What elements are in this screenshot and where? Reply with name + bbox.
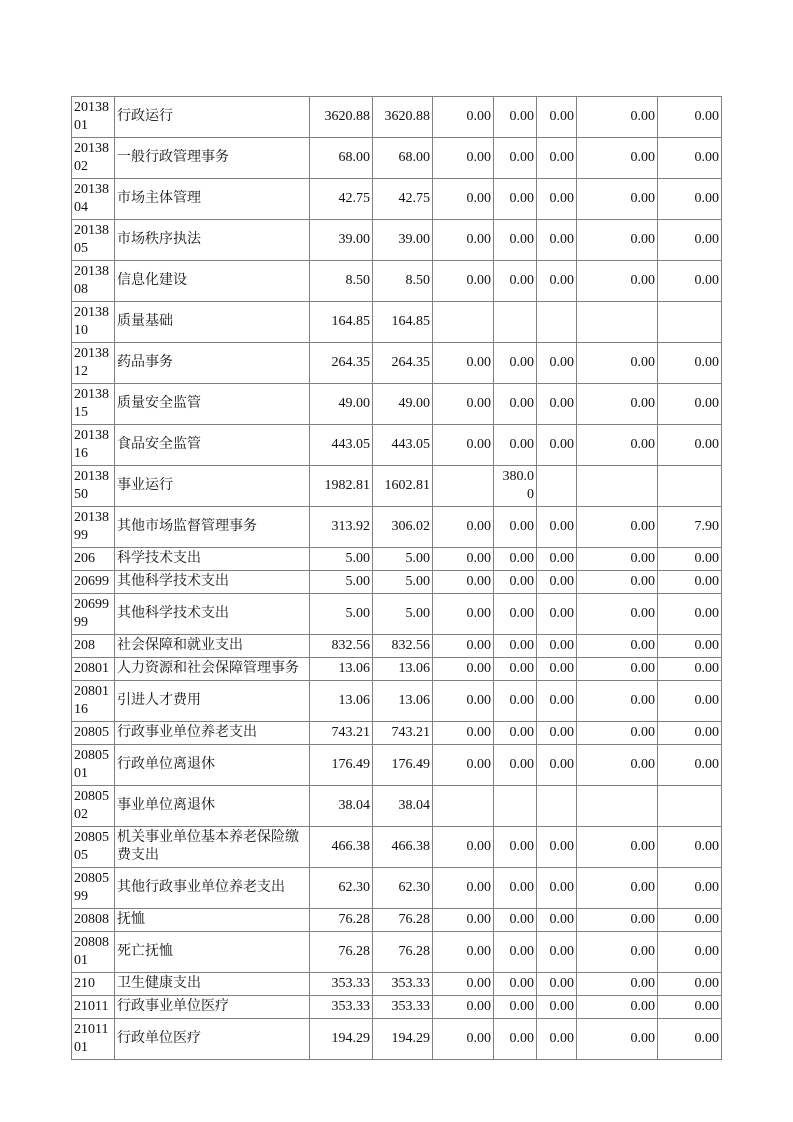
budget-value-cell: 3620.88 <box>373 97 433 138</box>
budget-item-name-cell: 药品事务 <box>115 343 310 384</box>
budget-value-cell: 832.56 <box>373 635 433 658</box>
budget-value-cell: 466.38 <box>310 827 373 868</box>
budget-value-cell: 0.00 <box>577 594 658 635</box>
budget-value-cell: 0.00 <box>577 425 658 466</box>
budget-item-name-cell: 科学技术支出 <box>115 548 310 571</box>
budget-value-cell: 0.00 <box>577 261 658 302</box>
budget-value-cell: 0.00 <box>537 97 577 138</box>
budget-value-cell: 8.50 <box>373 261 433 302</box>
budget-item-name-cell: 市场主体管理 <box>115 179 310 220</box>
budget-value-cell: 0.00 <box>433 571 494 594</box>
budget-value-cell: 0.00 <box>658 658 722 681</box>
budget-value-cell: 0.00 <box>577 827 658 868</box>
budget-value-cell: 0.00 <box>494 594 537 635</box>
budget-value-cell: 0.00 <box>494 220 537 261</box>
budget-code-cell: 2080502 <box>72 786 115 827</box>
budget-value-cell: 164.85 <box>310 302 373 343</box>
budget-value-cell: 0.00 <box>433 996 494 1019</box>
budget-code-cell: 2080801 <box>72 932 115 973</box>
budget-item-name-cell: 机关事业单位基本养老保险缴费支出 <box>115 827 310 868</box>
budget-value-cell: 0.00 <box>433 745 494 786</box>
table-row <box>72 722 722 745</box>
budget-code-cell: 2013801 <box>72 97 115 138</box>
budget-code-cell: 2013805 <box>72 220 115 261</box>
budget-value-cell: 0.00 <box>658 722 722 745</box>
budget-value-cell <box>433 466 494 507</box>
budget-value-cell: 0.00 <box>577 97 658 138</box>
budget-value-cell <box>433 786 494 827</box>
budget-value-cell: 0.00 <box>658 909 722 932</box>
budget-value-cell: 0.00 <box>537 635 577 658</box>
budget-value-cell <box>537 302 577 343</box>
budget-value-cell: 176.49 <box>310 745 373 786</box>
budget-value-cell: 0.00 <box>537 261 577 302</box>
budget-value-cell: 0.00 <box>537 1019 577 1060</box>
table-row <box>72 302 722 343</box>
budget-value-cell: 5.00 <box>310 548 373 571</box>
budget-value-cell: 306.02 <box>373 507 433 548</box>
budget-value-cell: 0.00 <box>577 681 658 722</box>
budget-value-cell: 353.33 <box>310 996 373 1019</box>
budget-value-cell: 264.35 <box>373 343 433 384</box>
budget-item-name-cell: 行政事业单位养老支出 <box>115 722 310 745</box>
budget-value-cell: 0.00 <box>577 868 658 909</box>
budget-code-cell: 2013810 <box>72 302 115 343</box>
table-row <box>72 571 722 594</box>
table-row <box>72 909 722 932</box>
budget-item-name-cell: 社会保障和就业支出 <box>115 635 310 658</box>
budget-code-cell: 21011 <box>72 996 115 1019</box>
budget-table <box>71 96 722 1060</box>
budget-value-cell: 0.00 <box>494 343 537 384</box>
budget-value-cell: 0.00 <box>577 507 658 548</box>
budget-value-cell: 466.38 <box>373 827 433 868</box>
budget-value-cell: 38.04 <box>373 786 433 827</box>
budget-item-name-cell: 行政单位离退休 <box>115 745 310 786</box>
budget-value-cell: 176.49 <box>373 745 433 786</box>
table-row <box>72 635 722 658</box>
budget-item-name-cell: 食品安全监管 <box>115 425 310 466</box>
table-row <box>72 868 722 909</box>
budget-value-cell: 0.00 <box>433 635 494 658</box>
budget-item-name-cell: 引进人才费用 <box>115 681 310 722</box>
budget-value-cell: 0.00 <box>494 722 537 745</box>
budget-code-cell: 2013804 <box>72 179 115 220</box>
budget-value-cell: 76.28 <box>310 932 373 973</box>
budget-value-cell: 0.00 <box>658 681 722 722</box>
table-row <box>72 681 722 722</box>
budget-item-name-cell: 事业单位离退休 <box>115 786 310 827</box>
budget-value-cell: 0.00 <box>494 996 537 1019</box>
budget-value-cell: 0.00 <box>494 973 537 996</box>
budget-value-cell: 0.00 <box>658 97 722 138</box>
budget-value-cell: 5.00 <box>373 594 433 635</box>
budget-code-cell: 2080599 <box>72 868 115 909</box>
budget-value-cell: 0.00 <box>537 425 577 466</box>
budget-value-cell: 0.00 <box>658 261 722 302</box>
budget-value-cell: 380.00 <box>494 466 537 507</box>
budget-value-cell: 743.21 <box>310 722 373 745</box>
budget-value-cell: 0.00 <box>494 571 537 594</box>
table-row <box>72 384 722 425</box>
budget-code-cell: 2013812 <box>72 343 115 384</box>
budget-value-cell: 0.00 <box>658 179 722 220</box>
budget-value-cell: 62.30 <box>310 868 373 909</box>
budget-value-cell: 0.00 <box>658 594 722 635</box>
budget-item-name-cell: 行政单位医疗 <box>115 1019 310 1060</box>
budget-value-cell: 0.00 <box>433 681 494 722</box>
budget-code-cell: 2013899 <box>72 507 115 548</box>
budget-value-cell: 0.00 <box>537 973 577 996</box>
table-row <box>72 466 722 507</box>
budget-value-cell: 1982.81 <box>310 466 373 507</box>
table-row <box>72 97 722 138</box>
budget-value-cell: 76.28 <box>310 909 373 932</box>
budget-item-name-cell: 事业运行 <box>115 466 310 507</box>
budget-value-cell: 0.00 <box>577 343 658 384</box>
budget-item-name-cell: 其他科学技术支出 <box>115 571 310 594</box>
budget-value-cell: 0.00 <box>433 722 494 745</box>
budget-code-cell: 2013816 <box>72 425 115 466</box>
budget-value-cell: 0.00 <box>537 681 577 722</box>
budget-value-cell: 0.00 <box>537 868 577 909</box>
table-row <box>72 594 722 635</box>
table-row <box>72 343 722 384</box>
budget-code-cell: 20801 <box>72 658 115 681</box>
budget-value-cell: 5.00 <box>373 571 433 594</box>
budget-value-cell: 164.85 <box>373 302 433 343</box>
budget-value-cell: 0.00 <box>433 507 494 548</box>
budget-value-cell: 0.00 <box>658 635 722 658</box>
budget-value-cell: 0.00 <box>433 138 494 179</box>
budget-item-name-cell: 质量安全监管 <box>115 384 310 425</box>
budget-value-cell <box>577 466 658 507</box>
budget-value-cell: 0.00 <box>494 261 537 302</box>
budget-value-cell: 0.00 <box>537 996 577 1019</box>
budget-code-cell: 2080501 <box>72 745 115 786</box>
budget-code-cell: 2013808 <box>72 261 115 302</box>
budget-value-cell: 0.00 <box>433 868 494 909</box>
budget-code-cell: 210 <box>72 973 115 996</box>
budget-value-cell: 0.00 <box>494 138 537 179</box>
budget-value-cell: 0.00 <box>658 827 722 868</box>
budget-value-cell <box>537 466 577 507</box>
budget-value-cell: 76.28 <box>373 932 433 973</box>
budget-value-cell: 0.00 <box>537 658 577 681</box>
budget-value-cell: 0.00 <box>494 425 537 466</box>
budget-value-cell: 353.33 <box>373 996 433 1019</box>
budget-value-cell: 0.00 <box>494 1019 537 1060</box>
budget-item-name-cell: 卫生健康支出 <box>115 973 310 996</box>
budget-value-cell: 0.00 <box>658 973 722 996</box>
budget-value-cell <box>658 302 722 343</box>
budget-value-cell: 0.00 <box>577 973 658 996</box>
budget-value-cell: 0.00 <box>433 594 494 635</box>
budget-value-cell: 5.00 <box>310 594 373 635</box>
budget-value-cell <box>658 786 722 827</box>
budget-item-name-cell: 其他科学技术支出 <box>115 594 310 635</box>
budget-code-cell: 2013815 <box>72 384 115 425</box>
budget-value-cell: 0.00 <box>537 932 577 973</box>
budget-code-cell: 2013850 <box>72 466 115 507</box>
budget-value-cell: 0.00 <box>658 425 722 466</box>
budget-value-cell: 0.00 <box>537 827 577 868</box>
budget-value-cell <box>537 786 577 827</box>
budget-code-cell: 2013802 <box>72 138 115 179</box>
budget-value-cell: 0.00 <box>537 548 577 571</box>
budget-value-cell: 0.00 <box>658 996 722 1019</box>
budget-value-cell: 42.75 <box>373 179 433 220</box>
budget-value-cell: 0.00 <box>577 658 658 681</box>
budget-value-cell: 353.33 <box>310 973 373 996</box>
budget-value-cell: 0.00 <box>433 425 494 466</box>
budget-value-cell: 0.00 <box>433 384 494 425</box>
budget-value-cell: 0.00 <box>658 1019 722 1060</box>
budget-value-cell: 0.00 <box>658 932 722 973</box>
budget-item-name-cell: 市场秩序执法 <box>115 220 310 261</box>
budget-value-cell: 443.05 <box>373 425 433 466</box>
budget-value-cell: 0.00 <box>658 343 722 384</box>
budget-value-cell: 0.00 <box>537 220 577 261</box>
budget-value-cell: 0.00 <box>577 722 658 745</box>
table-row <box>72 658 722 681</box>
table-row <box>72 425 722 466</box>
table-row <box>72 220 722 261</box>
table-row <box>72 932 722 973</box>
budget-value-cell: 0.00 <box>433 220 494 261</box>
budget-value-cell: 0.00 <box>494 635 537 658</box>
budget-value-cell: 0.00 <box>537 722 577 745</box>
budget-code-cell: 208 <box>72 635 115 658</box>
budget-item-name-cell: 死亡抚恤 <box>115 932 310 973</box>
budget-value-cell: 0.00 <box>494 909 537 932</box>
budget-value-cell: 0.00 <box>577 909 658 932</box>
budget-value-cell: 0.00 <box>577 138 658 179</box>
budget-value-cell <box>577 786 658 827</box>
budget-value-cell: 0.00 <box>494 868 537 909</box>
budget-value-cell: 0.00 <box>433 658 494 681</box>
budget-value-cell: 0.00 <box>433 97 494 138</box>
budget-value-cell: 0.00 <box>577 571 658 594</box>
budget-value-cell: 0.00 <box>433 1019 494 1060</box>
budget-value-cell: 0.00 <box>494 179 537 220</box>
budget-item-name-cell: 一般行政管理事务 <box>115 138 310 179</box>
budget-value-cell: 0.00 <box>577 548 658 571</box>
budget-value-cell: 0.00 <box>433 827 494 868</box>
budget-value-cell: 76.28 <box>373 909 433 932</box>
budget-code-cell: 2080505 <box>72 827 115 868</box>
budget-value-cell: 0.00 <box>537 507 577 548</box>
budget-value-cell: 13.06 <box>310 658 373 681</box>
budget-value-cell: 38.04 <box>310 786 373 827</box>
budget-value-cell: 0.00 <box>537 384 577 425</box>
budget-value-cell: 39.00 <box>310 220 373 261</box>
budget-item-name-cell: 质量基础 <box>115 302 310 343</box>
budget-value-cell: 42.75 <box>310 179 373 220</box>
table-row <box>72 827 722 868</box>
budget-value-cell: 68.00 <box>373 138 433 179</box>
budget-value-cell: 68.00 <box>310 138 373 179</box>
budget-item-name-cell: 信息化建设 <box>115 261 310 302</box>
budget-value-cell: 194.29 <box>310 1019 373 1060</box>
budget-value-cell: 0.00 <box>433 343 494 384</box>
budget-value-cell: 0.00 <box>494 548 537 571</box>
table-row <box>72 973 722 996</box>
budget-value-cell: 5.00 <box>373 548 433 571</box>
budget-code-cell: 20805 <box>72 722 115 745</box>
budget-value-cell: 0.00 <box>537 909 577 932</box>
budget-value-cell <box>494 302 537 343</box>
budget-value-cell: 0.00 <box>658 571 722 594</box>
budget-value-cell: 0.00 <box>494 97 537 138</box>
budget-value-cell: 0.00 <box>577 179 658 220</box>
budget-value-cell: 0.00 <box>577 220 658 261</box>
budget-value-cell: 0.00 <box>537 179 577 220</box>
table-row <box>72 1019 722 1060</box>
table-row <box>72 786 722 827</box>
table-row <box>72 548 722 571</box>
budget-value-cell: 0.00 <box>537 745 577 786</box>
table-row <box>72 507 722 548</box>
budget-code-cell: 2080116 <box>72 681 115 722</box>
budget-value-cell <box>494 786 537 827</box>
budget-code-cell: 206 <box>72 548 115 571</box>
table-row <box>72 996 722 1019</box>
budget-value-cell: 313.92 <box>310 507 373 548</box>
budget-value-cell: 743.21 <box>373 722 433 745</box>
budget-value-cell: 0.00 <box>577 745 658 786</box>
budget-value-cell: 0.00 <box>433 179 494 220</box>
budget-value-cell: 0.00 <box>433 909 494 932</box>
budget-item-name-cell: 行政运行 <box>115 97 310 138</box>
budget-value-cell: 39.00 <box>373 220 433 261</box>
table-row <box>72 745 722 786</box>
budget-value-cell: 0.00 <box>494 827 537 868</box>
budget-value-cell: 0.00 <box>537 138 577 179</box>
table-row <box>72 261 722 302</box>
budget-value-cell: 13.06 <box>373 681 433 722</box>
budget-value-cell: 1602.81 <box>373 466 433 507</box>
budget-value-cell: 7.90 <box>658 507 722 548</box>
budget-value-cell: 49.00 <box>310 384 373 425</box>
budget-value-cell: 13.06 <box>310 681 373 722</box>
budget-value-cell: 0.00 <box>577 635 658 658</box>
budget-code-cell: 2069999 <box>72 594 115 635</box>
budget-value-cell: 0.00 <box>577 384 658 425</box>
budget-value-cell: 0.00 <box>537 594 577 635</box>
budget-code-cell: 20808 <box>72 909 115 932</box>
budget-value-cell: 353.33 <box>373 973 433 996</box>
budget-value-cell: 194.29 <box>373 1019 433 1060</box>
budget-item-name-cell: 其他行政事业单位养老支出 <box>115 868 310 909</box>
budget-value-cell <box>433 302 494 343</box>
budget-value-cell: 832.56 <box>310 635 373 658</box>
budget-value-cell: 0.00 <box>433 548 494 571</box>
budget-code-cell: 2101101 <box>72 1019 115 1060</box>
budget-code-cell: 20699 <box>72 571 115 594</box>
budget-value-cell: 0.00 <box>433 932 494 973</box>
budget-value-cell: 0.00 <box>577 996 658 1019</box>
budget-value-cell: 0.00 <box>494 745 537 786</box>
table-row <box>72 179 722 220</box>
budget-value-cell: 443.05 <box>310 425 373 466</box>
budget-value-cell: 0.00 <box>658 548 722 571</box>
budget-value-cell: 5.00 <box>310 571 373 594</box>
budget-value-cell: 49.00 <box>373 384 433 425</box>
budget-value-cell: 62.30 <box>373 868 433 909</box>
budget-item-name-cell: 行政事业单位医疗 <box>115 996 310 1019</box>
budget-value-cell: 0.00 <box>537 343 577 384</box>
table-row <box>72 138 722 179</box>
budget-value-cell: 0.00 <box>537 571 577 594</box>
budget-value-cell: 0.00 <box>494 681 537 722</box>
budget-value-cell: 0.00 <box>577 932 658 973</box>
budget-value-cell <box>658 466 722 507</box>
budget-value-cell: 0.00 <box>494 658 537 681</box>
budget-value-cell: 0.00 <box>577 1019 658 1060</box>
budget-value-cell: 0.00 <box>658 868 722 909</box>
budget-value-cell: 0.00 <box>494 932 537 973</box>
budget-value-cell: 0.00 <box>494 507 537 548</box>
budget-item-name-cell: 人力资源和社会保障管理事务 <box>115 658 310 681</box>
budget-value-cell: 0.00 <box>658 745 722 786</box>
budget-value-cell: 0.00 <box>658 384 722 425</box>
budget-value-cell: 13.06 <box>373 658 433 681</box>
budget-value-cell: 0.00 <box>658 138 722 179</box>
budget-value-cell: 0.00 <box>433 261 494 302</box>
budget-value-cell <box>577 302 658 343</box>
budget-value-cell: 0.00 <box>658 220 722 261</box>
budget-table-body <box>72 97 722 1060</box>
budget-item-name-cell: 其他市场监督管理事务 <box>115 507 310 548</box>
budget-value-cell: 264.35 <box>310 343 373 384</box>
budget-value-cell: 0.00 <box>494 384 537 425</box>
budget-value-cell: 3620.88 <box>310 97 373 138</box>
budget-item-name-cell: 抚恤 <box>115 909 310 932</box>
budget-value-cell: 8.50 <box>310 261 373 302</box>
budget-value-cell: 0.00 <box>433 973 494 996</box>
